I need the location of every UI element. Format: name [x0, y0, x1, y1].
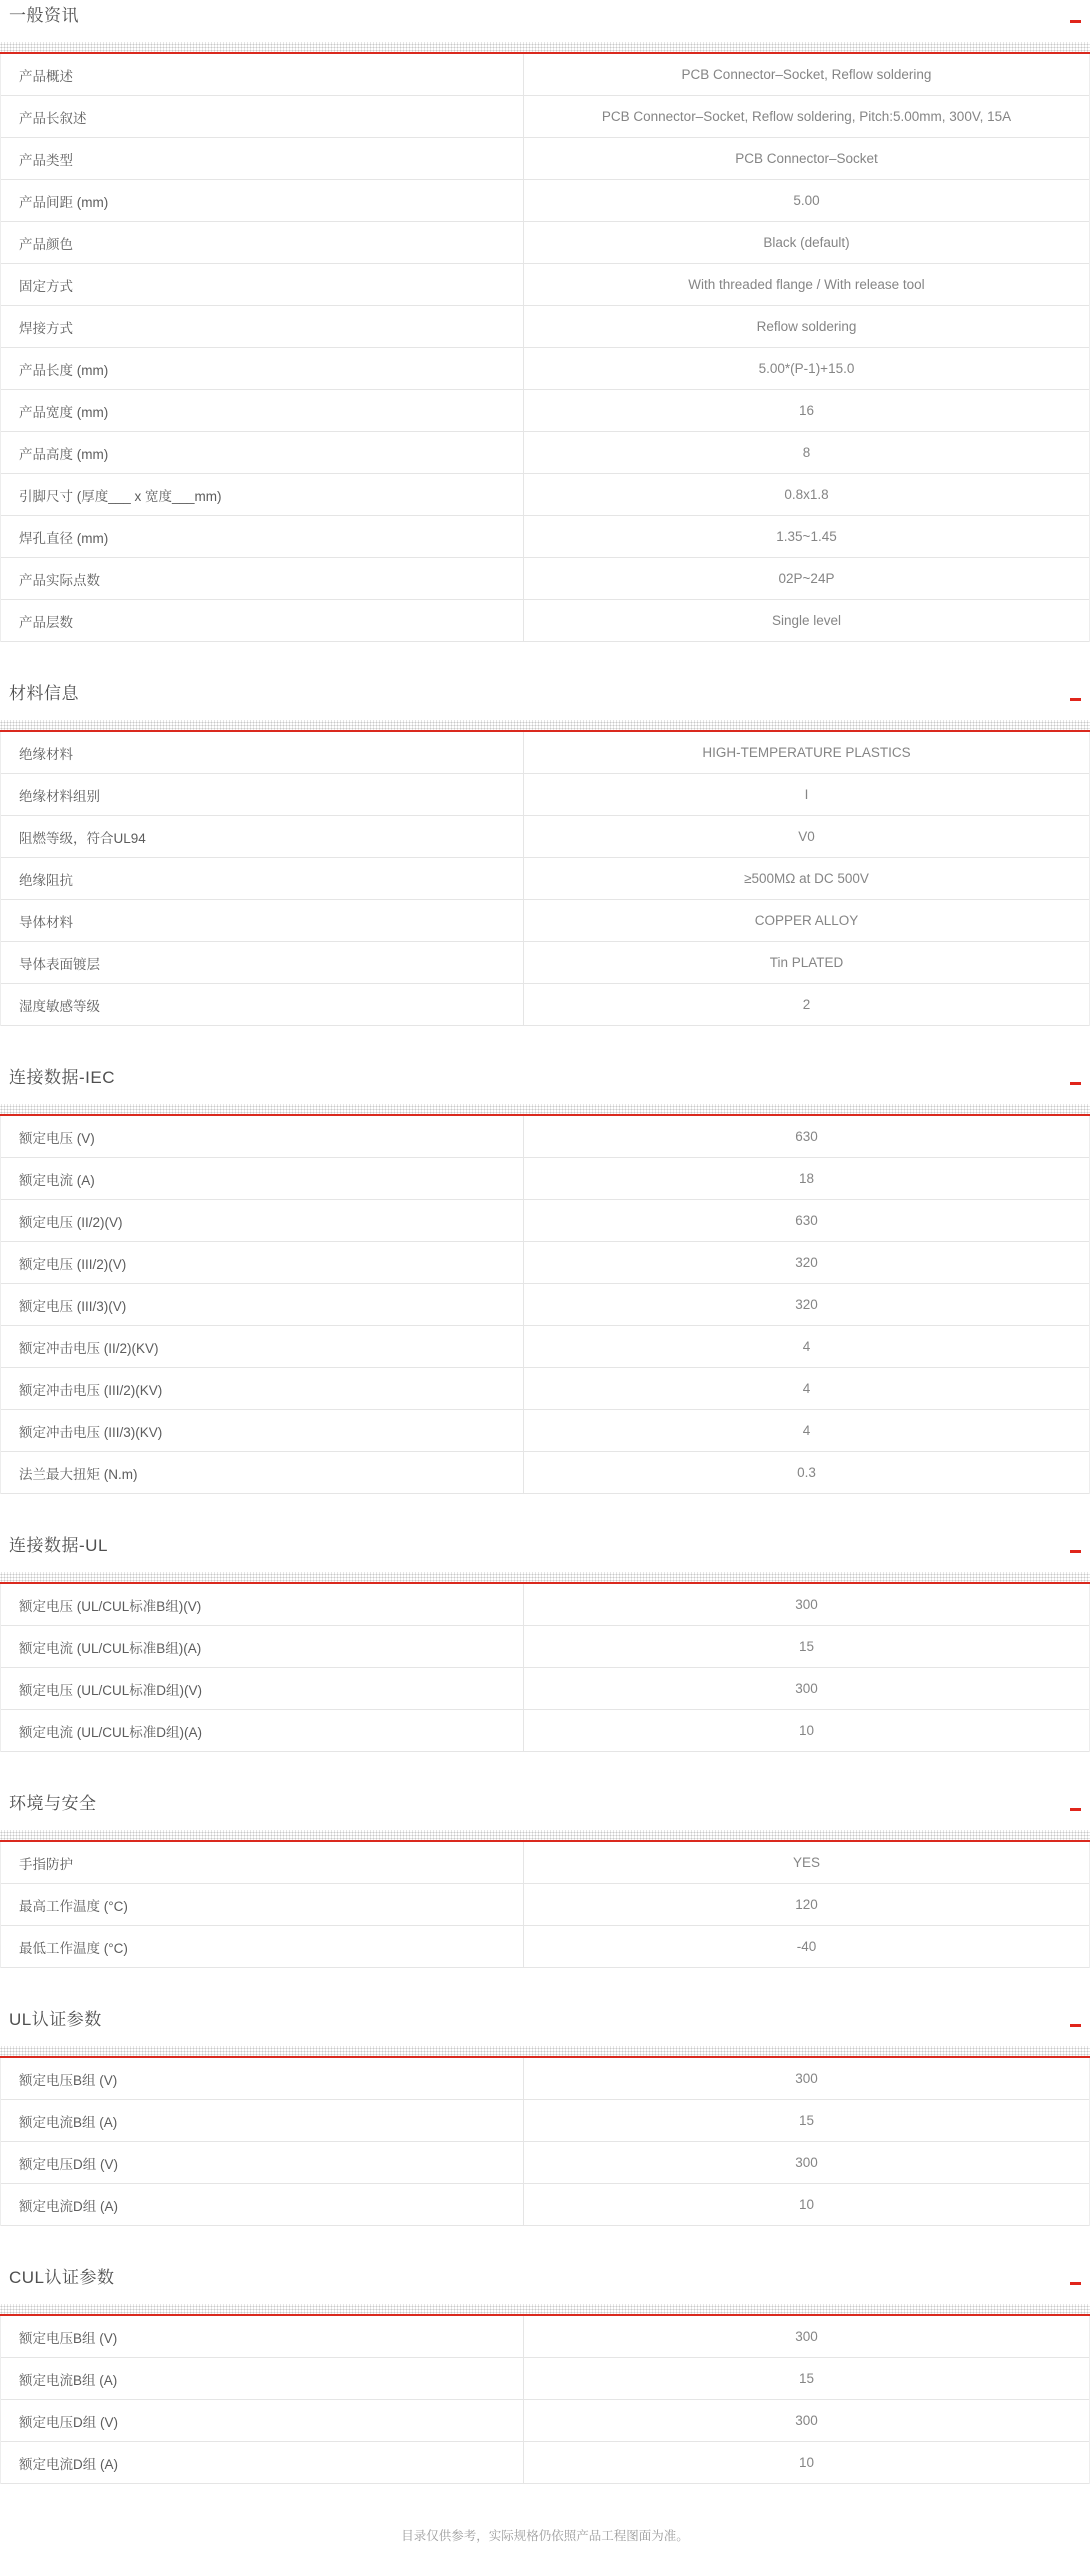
table-row: [1, 138, 1089, 180]
spec-section: [0, 2008, 1090, 2226]
section-header: [0, 4, 1090, 42]
spec-table: [0, 2316, 1090, 2484]
table-row: [1, 1584, 1089, 1626]
section-divider-band: [0, 720, 1090, 732]
spec-label: 产品层数: [1, 600, 524, 641]
spec-label: 额定冲击电压 (III/3)(KV): [1, 1410, 524, 1451]
spec-value: 4: [802, 1381, 811, 1396]
table-row: [1, 306, 1089, 348]
section-title: 一般资讯: [9, 6, 79, 25]
footer-disclaimer: 目录仅供参考，实际规格仍依照产品工程图面为准。: [401, 2529, 689, 2543]
collapse-minus-icon[interactable]: [1070, 20, 1081, 23]
spec-label: 引脚尺寸 (厚度___ x 宽度___mm): [1, 474, 524, 515]
section-header: [0, 1792, 1090, 1830]
spec-value: 8: [802, 445, 811, 460]
table-row: [1, 474, 1089, 516]
spec-value: V0: [798, 829, 815, 844]
spec-label: 产品长叙述: [1, 96, 524, 137]
table-row: [1, 1284, 1089, 1326]
spec-value: 300: [795, 1597, 818, 1612]
spec-label: 湿度敏感等级: [1, 984, 524, 1025]
collapse-minus-icon[interactable]: [1070, 1550, 1081, 1553]
spec-label: 绝缘阻抗: [1, 858, 524, 899]
spec-value: I: [804, 787, 809, 802]
spec-label: 导体材料: [1, 900, 524, 941]
spec-label: 焊接方式: [1, 306, 524, 347]
spec-label: 额定电压D组 (V): [1, 2400, 524, 2441]
spec-label: 额定冲击电压 (III/2)(KV): [1, 1368, 524, 1409]
table-row: [1, 1368, 1089, 1410]
spec-value: 15: [798, 2113, 815, 2128]
table-row: [1, 222, 1089, 264]
spec-label: 额定电流D组 (A): [1, 2184, 524, 2225]
spec-label: 额定电压 (UL/CUL标准D组)(V): [1, 1668, 524, 1709]
spec-value: 300: [795, 2071, 818, 2086]
spec-section: [0, 1792, 1090, 1968]
table-row: [1, 390, 1089, 432]
section-divider-band: [0, 42, 1090, 54]
spec-label: 额定电流B组 (A): [1, 2358, 524, 2399]
table-row: [1, 1668, 1089, 1710]
spec-value: 10: [798, 2455, 815, 2470]
table-row: [1, 348, 1089, 390]
table-row: [1, 732, 1089, 774]
table-row: [1, 432, 1089, 474]
spec-label: 法兰最大扭矩 (N.m): [1, 1452, 524, 1493]
table-row: [1, 2142, 1089, 2184]
spec-label: 额定电流B组 (A): [1, 2100, 524, 2141]
table-row: [1, 1158, 1089, 1200]
spec-label: 手指防护: [1, 1842, 524, 1883]
spec-section: [0, 4, 1090, 642]
spec-value: PCB Connector–Socket, Reflow soldering, Pitch:5.00mm, 300V, 15A: [601, 109, 1012, 124]
spec-value: 300: [795, 2413, 818, 2428]
table-row: [1, 2358, 1089, 2400]
section-header: [0, 1066, 1090, 1104]
table-row: [1, 2058, 1089, 2100]
spec-value: 5.00*(P-1)+15.0: [758, 361, 855, 376]
spec-value: ≥500MΩ at DC 500V: [744, 871, 869, 886]
spec-value: 300: [795, 2329, 818, 2344]
spec-sections: [0, 4, 1090, 2484]
table-row: [1, 2316, 1089, 2358]
spec-value: 2: [802, 997, 811, 1012]
spec-section: [0, 682, 1090, 1026]
collapse-minus-icon[interactable]: [1070, 2024, 1081, 2027]
table-row: [1, 2400, 1089, 2442]
table-row: [1, 1710, 1089, 1752]
spec-label: 额定电压 (III/2)(V): [1, 1242, 524, 1283]
spec-value: 630: [795, 1213, 818, 1228]
spec-value: With threaded flange / With release tool: [688, 277, 925, 292]
spec-label: 导体表面镀层: [1, 942, 524, 983]
spec-value: 18: [798, 1171, 815, 1186]
spec-value: 10: [798, 1723, 815, 1738]
spec-label: 产品间距 (mm): [1, 180, 524, 221]
spec-table: [0, 2058, 1090, 2226]
spec-label: 产品高度 (mm): [1, 432, 524, 473]
table-row: [1, 1242, 1089, 1284]
collapse-minus-icon[interactable]: [1070, 2282, 1081, 2285]
spec-value: 5.00: [793, 193, 820, 208]
table-row: [1, 774, 1089, 816]
section-divider-band: [0, 2304, 1090, 2316]
table-row: [1, 2442, 1089, 2484]
spec-label: 产品颜色: [1, 222, 524, 263]
spec-value: COPPER ALLOY: [754, 913, 859, 928]
spec-value: 4: [802, 1339, 811, 1354]
spec-label: 产品宽度 (mm): [1, 390, 524, 431]
table-row: [1, 2184, 1089, 2226]
table-row: [1, 1452, 1089, 1494]
spec-value: Tin PLATED: [769, 955, 844, 970]
spec-label: 绝缘材料组别: [1, 774, 524, 815]
table-row: [1, 1926, 1089, 1968]
spec-value: 15: [798, 2371, 815, 2386]
spec-value: HIGH-TEMPERATURE PLASTICS: [702, 745, 911, 760]
spec-value: 0.3: [797, 1465, 816, 1480]
table-row: [1, 1200, 1089, 1242]
table-row: [1, 858, 1089, 900]
spec-value: 300: [795, 1681, 818, 1696]
section-title: 材料信息: [9, 684, 79, 703]
table-row: [1, 264, 1089, 306]
table-row: [1, 180, 1089, 222]
collapse-minus-icon[interactable]: [1070, 1082, 1081, 1085]
table-row: [1, 558, 1089, 600]
spec-value: Black (default): [763, 235, 850, 250]
spec-table: [0, 1842, 1090, 1968]
collapse-minus-icon[interactable]: [1070, 698, 1081, 701]
spec-label: 最高工作温度 (°C): [1, 1884, 524, 1925]
section-divider-band: [0, 1104, 1090, 1116]
table-row: [1, 900, 1089, 942]
table-row: [1, 1116, 1089, 1158]
spec-section: [0, 1066, 1090, 1494]
spec-label: 额定电流 (A): [1, 1158, 524, 1199]
spec-label: 额定电流 (UL/CUL标准D组)(A): [1, 1710, 524, 1751]
section-title: CUL认证参数: [9, 2268, 115, 2287]
spec-table: [0, 1116, 1090, 1494]
spec-value: 300: [795, 2155, 818, 2170]
spec-value: 02P~24P: [778, 571, 835, 586]
spec-label: 额定电压 (V): [1, 1116, 524, 1157]
spec-label: 产品实际点数: [1, 558, 524, 599]
spec-value: 0.8x1.8: [784, 487, 829, 502]
spec-value: 10: [798, 2197, 815, 2212]
spec-value: 15: [798, 1639, 815, 1654]
spec-value: Reflow soldering: [756, 319, 857, 334]
table-row: [1, 942, 1089, 984]
spec-label: 额定电压B组 (V): [1, 2316, 524, 2357]
spec-table: [0, 732, 1090, 1026]
spec-label: 产品长度 (mm): [1, 348, 524, 389]
section-title: 环境与安全: [9, 1794, 97, 1813]
table-row: [1, 816, 1089, 858]
spec-value: PCB Connector–Socket, Reflow soldering: [681, 67, 932, 82]
spec-label: 焊孔直径 (mm): [1, 516, 524, 557]
spec-label: 绝缘材料: [1, 732, 524, 773]
section-header: [0, 2266, 1090, 2304]
table-row: [1, 54, 1089, 96]
spec-value: YES: [792, 1855, 820, 1870]
spec-value: Single level: [771, 613, 842, 628]
spec-section: [0, 2266, 1090, 2484]
spec-table: [0, 1584, 1090, 1752]
section-title: UL认证参数: [9, 2010, 102, 2029]
section-header: [0, 1534, 1090, 1572]
spec-value: 1.35~1.45: [776, 529, 837, 544]
spec-value: 120: [795, 1897, 818, 1912]
table-row: [1, 1326, 1089, 1368]
spec-label: 产品概述: [1, 54, 524, 95]
section-title: 连接数据-UL: [9, 1536, 108, 1555]
spec-value: 16: [798, 403, 815, 418]
spec-label: 最低工作温度 (°C): [1, 1926, 524, 1967]
section-divider-band: [0, 1572, 1090, 1584]
spec-section: [0, 1534, 1090, 1752]
table-row: [1, 2100, 1089, 2142]
spec-label: 额定冲击电压 (II/2)(KV): [1, 1326, 524, 1367]
spec-label: 阻燃等级，符合UL94: [1, 816, 524, 857]
table-row: [1, 984, 1089, 1026]
spec-value: 320: [795, 1255, 818, 1270]
section-header: [0, 2008, 1090, 2046]
spec-value: 4: [802, 1423, 811, 1438]
spec-label: 额定电流D组 (A): [1, 2442, 524, 2483]
spec-label: 固定方式: [1, 264, 524, 305]
spec-value: PCB Connector–Socket: [735, 151, 878, 166]
spec-value: 630: [795, 1129, 818, 1144]
spec-value: -40: [796, 1939, 817, 1954]
table-row: [1, 1626, 1089, 1668]
spec-label: 产品类型: [1, 138, 524, 179]
spec-label: 额定电压D组 (V): [1, 2142, 524, 2183]
table-row: [1, 516, 1089, 558]
section-header: [0, 682, 1090, 720]
table-row: [1, 1884, 1089, 1926]
spec-page: [0, 4, 1090, 2544]
spec-value: 320: [795, 1297, 818, 1312]
spec-label: 额定电压 (III/3)(V): [1, 1284, 524, 1325]
spec-label: 额定电压B组 (V): [1, 2058, 524, 2099]
section-title: 连接数据-IEC: [9, 1068, 115, 1087]
table-row: [1, 1842, 1089, 1884]
section-divider-band: [0, 2046, 1090, 2058]
table-row: [1, 600, 1089, 642]
collapse-minus-icon[interactable]: [1070, 1808, 1081, 1811]
table-row: [1, 96, 1089, 138]
spec-label: 额定电压 (II/2)(V): [1, 1200, 524, 1241]
spec-table: [0, 54, 1090, 642]
spec-label: 额定电压 (UL/CUL标准B组)(V): [1, 1584, 524, 1625]
section-divider-band: [0, 1830, 1090, 1842]
spec-label: 额定电流 (UL/CUL标准B组)(A): [1, 1626, 524, 1667]
table-row: [1, 1410, 1089, 1452]
